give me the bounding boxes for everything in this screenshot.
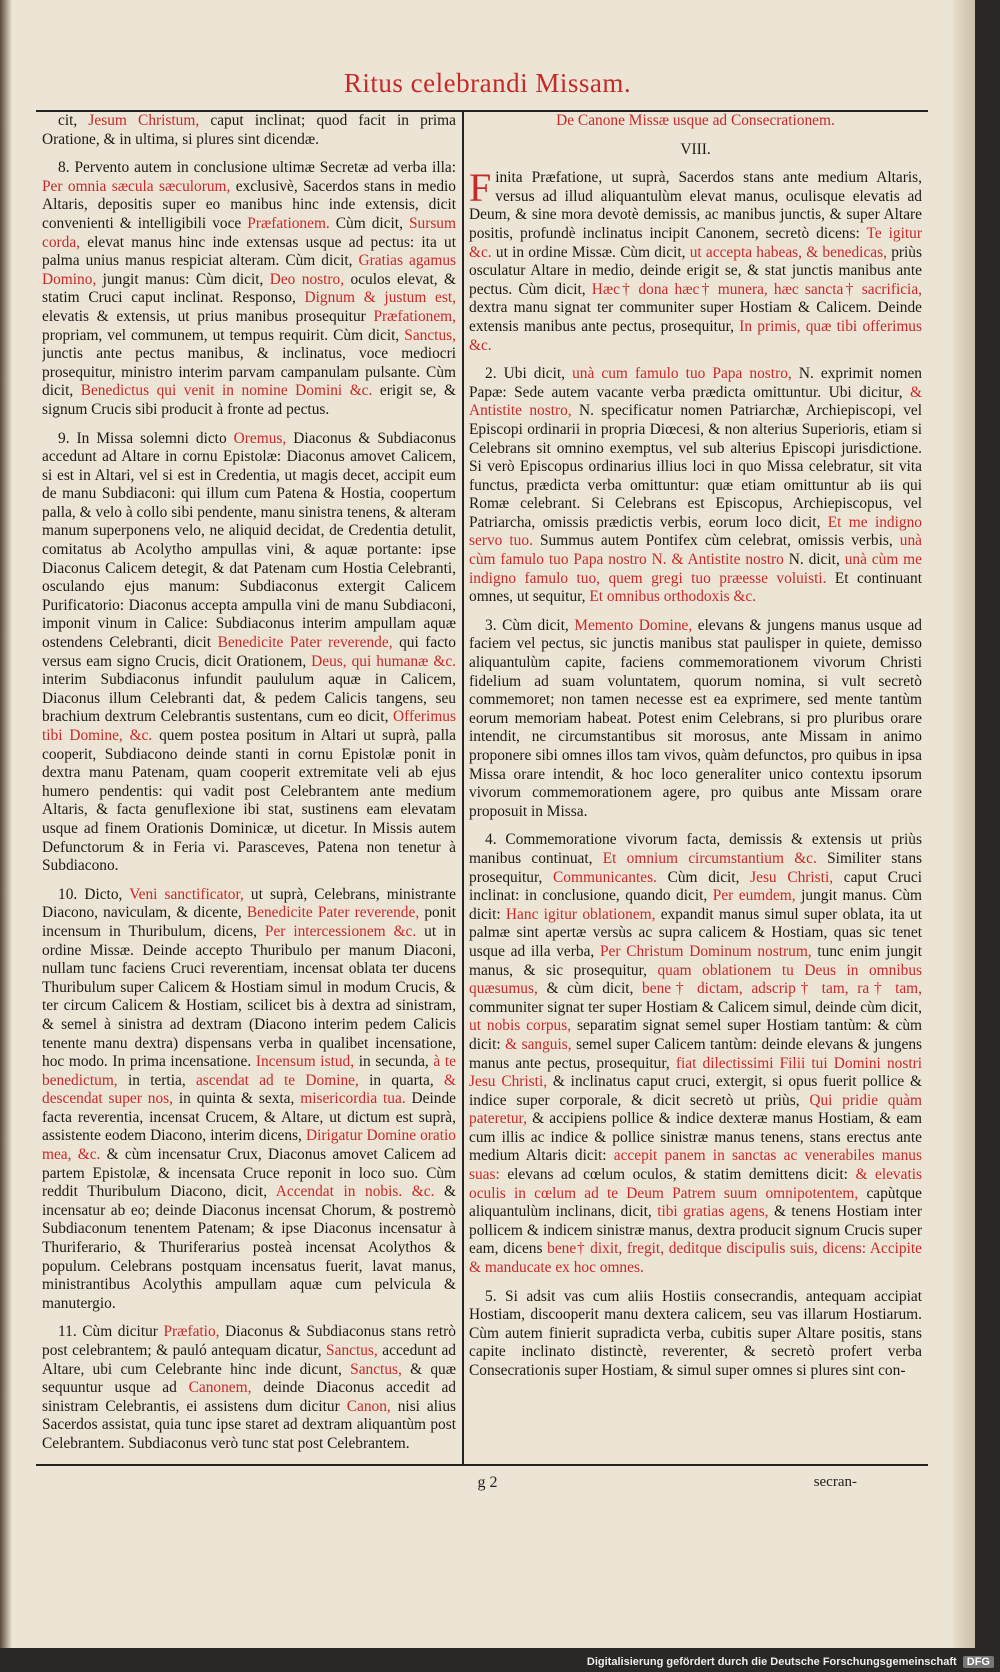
rubric-text: unà cum famulo tuo Papa nostro, xyxy=(572,365,792,383)
rubric-text: Incensum istud, xyxy=(255,1053,355,1071)
body-text: N. dicit, xyxy=(783,551,845,569)
rubric-text: Sanctus, xyxy=(404,326,456,344)
body-text: tunc enim jungit manus, & sic prosequitur, xyxy=(469,942,922,979)
footer-text: Digitalisierung gefördert durch die Deutsche Forschungsgemeinschaft xyxy=(586,1656,957,1668)
rubric-text: bene† dictam, adscrip† tam, ra† tam, xyxy=(642,980,922,998)
rubric-text: Deo nostro, xyxy=(269,270,345,288)
rubric-text: bene† dixit, fregit, deditque discipulis suis, dicens: Accipite & manducate ex hoc omnes. xyxy=(469,1240,922,1277)
rubric-text: & sanguis, xyxy=(505,1035,572,1053)
rubric-text: Præfatio, xyxy=(163,1323,220,1341)
rubric-text: Deus, qui humanæ &c. xyxy=(311,652,456,670)
body-text: & accipiens pollice & indice dexteræ manus Hostiam, & eam cum illis ac indice & pollice sinistræ manus tenens, stans erectus ante medium Altaris dicit: xyxy=(469,1110,922,1165)
right-column xyxy=(469,112,922,1462)
rubric-text: Gratias agamus Domino, xyxy=(42,252,456,288)
body-text: in tertia, xyxy=(117,1071,196,1089)
rubric-text: accepit panem in sanctas ac venerabiles manus suas: xyxy=(469,1147,922,1184)
body-text: expandit manus simul super oblata, ita ut palmæ sint apertæ versùs ac supra calicem & Hostiam, quas sic tenet usque ad illa verba, xyxy=(469,905,922,960)
body-text: 2. Ubi dicit, xyxy=(485,365,573,383)
paragraph xyxy=(469,617,922,822)
paragraph xyxy=(42,886,456,1314)
body-text: N. specificatur nomen Patriarchæ, Archiepiscopi, vel Episcopi ordinarii in propria Diœcesi, & non alterius Superioris, etiam si Celebrans sit omnino exemptus, vel sub alterius Episcopi jurisdictione. Si verò Episcopus ordinarius illius loci in quo Missa celebratur, sit vita functus, prædicta verba omittuntur: quæ etiam omittuntur ab iis qui Romæ celebrant. Si Celebrans est Episcopus, Archiepiscopus, vel Patriarcha, omissis prædictis verbis, eorum loco dicit, xyxy=(469,402,922,531)
bottom-rule xyxy=(36,1464,928,1466)
body-text: qui facto versus eam signo Crucis, dicit Orationem, xyxy=(42,634,456,670)
rubric-text: Oremus, xyxy=(233,429,287,447)
body-text: ponit incensum in Thuribulum, dicens, xyxy=(42,904,456,940)
rubric-text: Sanctus, xyxy=(350,1360,402,1378)
rubric-text: Sanctus, xyxy=(326,1342,378,1359)
rubric-text: Veni sanctificator, xyxy=(129,885,244,903)
body-text: Diaconus & Subdiaconus accedunt ad Altare in cornu Epistolæ: Diaconus amovet Calicem, si est in Altari, vel si est in Credentia, ut magis decet, accipit eum de manu Subdiaconi: qui illum cum Patena & Hostia, coopertum palla, & velo à collo sibi pendente, manu sinistra tenens, & alteram manum superponens velo, ne aliquid decidat, de Credentia detulit, comitatus ab Acolytho ampullas vini, & aquæ portante: ipse Diaconus Calicem detegit, & dat Patenam cum Hostia Celebranti, osculando ejus manum: Subdiaconus extergit Calicem Purificatorio: Diaconus accepta ampulla vini de manu Subdiaconi, imponit vinum in Calice: Subdiaconus interim ampullam aquæ ostendens Celebranti, dicit xyxy=(42,429,456,652)
body-text: in secunda, xyxy=(354,1053,434,1071)
body-text: & inclinatus caput cruci, extergit, si opus fuerit pollice & indice super corporale, & dicit secretò ut priùs, xyxy=(469,1073,922,1109)
signature-mark: g 2 xyxy=(477,1474,498,1491)
rubric-text: quam oblationem tu Deus in omnibus quæsumus, xyxy=(469,961,922,998)
body-text: N. exprimit nomen Papæ: Sede autem vacante verba prædicta omittuntur. Ubi dicitur, xyxy=(469,365,922,401)
body-text: 8. Pervento autem in conclusione ultimæ Secretæ ad verba illa: xyxy=(58,159,456,177)
body-text: elevans ad cœlum oculos, & statim demittens dicit: xyxy=(499,1166,856,1184)
body-text: caput Cruci inclinat: in conclusione, quando dicit, xyxy=(469,868,922,905)
rubric-text: unà cùm me indigno famulo tuo, quem gregi tuo præesse voluisti. xyxy=(469,551,922,587)
rubric-text: Sursum corda, xyxy=(42,214,456,251)
body-text: Similiter stans prosequitur, xyxy=(469,849,922,886)
rubric-text: Qui pridie quàm pateretur, xyxy=(469,1091,922,1128)
body-text: 5. Si adsit vas cum aliis Hostiis consecrandis, antequam accipiat Hostiam, discooperit manu dextera calicem, seu vas illarum Hostiarum. Cùm autem finierit supradicta verba, cubitis super Altare positis, stans capite inclinato distinctè, reverenter, & secretò profert verba Consecrationis super Hostiam, & simul super omnes si plures sint con- xyxy=(469,1287,922,1379)
rubric-text: ut nobis corpus, xyxy=(469,1017,572,1035)
body-text: 3. Cùm dicit, xyxy=(485,616,575,634)
section-number: VIII. xyxy=(680,140,711,158)
rubric-text: Benedicite Pater reverende, xyxy=(246,904,420,922)
rubric-text: à te benedictum, xyxy=(42,1053,456,1089)
page-binding-shadow xyxy=(0,0,12,1648)
drop-cap: F xyxy=(469,165,492,211)
rubric-text: Hanc igitur oblationem, xyxy=(505,905,656,923)
rubric-text: ascendat ad te Domine, xyxy=(195,1071,359,1089)
rubric-text: Accendat in nobis. &c. xyxy=(275,1183,435,1201)
rubric-text: & descendat super nos, xyxy=(42,1071,456,1108)
rubric-text: misericordia tua. xyxy=(300,1090,406,1108)
rubric-text: Per intercessionem &c. xyxy=(264,922,417,940)
body-text: ut suprà, Celebrans, ministrante Diacono, naviculam, & dicente, xyxy=(42,885,456,922)
body-text: nisi alius Sacerdos assistat, quia tunc ipse staret ad dextram aliquantùm post Celebrantem. Subdiaconus verò tunc stat post Celebrantem. xyxy=(42,1397,456,1452)
rubric-text: Communicantes. xyxy=(553,868,657,886)
rubric-text: Et omnibus orthodoxis &c. xyxy=(589,588,757,606)
page-edge xyxy=(953,0,975,1648)
body-text: interim Subdiaconus infundit paululum aquæ in Calicem, Diaconus illum Celebranti dat, & pedem Calicis tangens, seu brachium dextrum Celebrantis sustentans, cum eo dicit, xyxy=(42,671,456,726)
rubric-text: Jesum Christum, xyxy=(88,112,200,129)
rubric-text: Per eumdem, xyxy=(712,887,796,905)
body-text: ut in ordine Missæ. Cùm dicit, xyxy=(491,243,690,261)
rubric-text: Te igitur &c. xyxy=(469,224,922,261)
body-text: Deinde facta reverentia, incensat Crucem, & Altare, ut dictum est suprà, assistente eodem Diacono, interim dicens, xyxy=(42,1090,456,1145)
rubric-text: Benedictus qui venit in nomine Domini &c. xyxy=(80,382,373,400)
body-text: capùtque aliquantulùm inclinans, dicit, xyxy=(469,1184,922,1221)
body-text: ut in ordine Missæ. Deinde accepto Thuribulo per manum Diaconi, nullam tunc faciens Cruci reverentiam, incensat oblata ter ducens Thuribulum super Calicem & Hostiam simul in modum Crucis, & ter circum Calicem & Hostiam, scilicet bis à dextra ad sinistram, & semel à sinistra ad dextram (Diacono interim pedem Calicis tenente manu dextra) dispensans verba in qualibet incensatione, hoc modo. In prima incensatione. xyxy=(42,922,456,1071)
body-text: junctis ante pectus manibus, & inclinatus, voce mediocri prosequitur, ministro interim parvam campanulam pulsante. Cùm dicit, xyxy=(42,345,456,400)
body-text: caput inclinat; quod facit in prima Oratione, & in ultima, si plures sint dicendæ. xyxy=(42,112,456,148)
paragraph xyxy=(469,365,922,607)
body-text: 9. In Missa solemni dicto xyxy=(58,429,234,447)
body-text: 4. Commemoratione vivorum facta, demissis & extensis ut priùs manibus continuat, xyxy=(469,831,922,867)
body-text: & cùm incensatur Crux, Diaconus amovet Calicem ad partem Epistolæ, & incensata Cruce reponit in loco suo. Cùm reddit Thuribulum Diacono, dicit, xyxy=(42,1146,456,1201)
section-heading: De Canone Missæ usque ad Consecrationem. xyxy=(556,112,835,129)
body-text: in quarta, xyxy=(358,1071,444,1089)
body-text: 11. Cùm dicitur xyxy=(58,1323,164,1341)
paragraph xyxy=(469,165,922,355)
body-text: oculos elevat, & statim Cruci caput inclinat. Responso, xyxy=(42,270,456,307)
rubric-text: unà cùm famulo tuo Papa nostro N. & Antistite nostro xyxy=(469,532,922,569)
rubric-text: Dignum & justum est, xyxy=(304,289,456,307)
digitization-footer xyxy=(587,1656,994,1668)
left-column xyxy=(42,112,456,1462)
paragraph xyxy=(469,1288,922,1381)
body-text: 10. Dicto, xyxy=(58,885,130,903)
rubric-text: Jesu Christi, xyxy=(750,868,834,886)
rubric-text: ut accepta habeas, & benedicas, xyxy=(689,243,887,261)
body-text: in quinta & sexta, xyxy=(172,1090,301,1108)
body-text: jungit manus: Cùm dicit, xyxy=(96,270,270,288)
body-text: accedunt ad Altare, ubi cum Celebrante hinc inde dicunt, xyxy=(42,1342,456,1378)
rubric-text: Et omnium circumstantium &c. xyxy=(602,849,817,867)
rubric-text: Canonem, xyxy=(188,1379,252,1397)
page-title: Ritus celebrandi Missam. xyxy=(343,68,632,98)
rubric-text: & Antistite nostro, xyxy=(469,383,922,420)
body-text: Et continuant omnes, ut sequitur, xyxy=(469,569,922,606)
paragraph xyxy=(42,112,456,149)
rubric-text: tibi gratias agens, xyxy=(657,1203,769,1221)
dfg-logo: DFG xyxy=(963,1656,994,1668)
rubric-text: Dirigatur Domine oratio mea, &c. xyxy=(42,1127,456,1164)
rubric-text: Benedicite Pater reverende, xyxy=(217,634,393,652)
body-text: cit, xyxy=(58,112,89,129)
body-text: Cùm dicit, xyxy=(656,868,751,886)
rubric-text: Per Christum Dominum nostrum, xyxy=(599,942,812,960)
body-text: quem postea positum in Altari ut suprà, palla cooperit, Subdiacono deinde stanti in cornu Epistolæ ponit in dextra manu Patenam, quam cooperit extremitate veli ab ejus humero pendentis: qui vadit post Celebrantem ante medium Altaris, & facta genuflexione ibi stat, sustinens eam elevatam usque ad finem Orationis Dominicæ, ut dicetur. In Missis autem Defunctorum & in Feria vi. Parasceves, Patena non tenetur à Subdiacono. xyxy=(42,727,456,875)
body-text: inita Præfatione, ut suprà, Sacerdos stans ante medium Altaris, versus ad illud aliquantulùm elevat manus, oculisque elevatis ad Deum, & sine mora devotè demissis, ac manibus junctis, & super Altare positis, profundè inclinatus incipit Canonem, secretò dicens: xyxy=(469,169,922,242)
rubric-text: Hæc† dona hæc† munera, hæc sancta† sacrificia, xyxy=(591,280,922,298)
body-text: propriam, vel communem, ut tempus requirit. Cùm dicit, xyxy=(42,326,405,344)
rubric-text: fiat dilectissimi Filii tui Domini nostri Jesu Christi, xyxy=(469,1054,922,1091)
body-text: Diaconus & Subdiaconus stans retrò post celebrantem; & pauló antequam dicatur, xyxy=(42,1323,456,1359)
rubric-text: Præfationem, xyxy=(373,307,456,325)
rubric-text: & elevatis oculis in cœlum ad te Deum Patrem suum omnipotentem, xyxy=(469,1166,922,1202)
paragraph xyxy=(469,831,922,1277)
body-text: communiter signat ter super Hostiam & Calicem simul, deinde cùm dicit, xyxy=(469,998,922,1016)
body-text: & quæ sequuntur usque ad xyxy=(42,1360,456,1397)
body-text: Summus autem Pontifex cùm celebrat, omissis verbis, xyxy=(532,532,900,550)
body-text: exclusivè, Sacerdos stans in medio Altaris, depositis super eo manibus hinc inde extensis, dicit convenienti & intelligibili voce xyxy=(42,177,456,232)
paragraph xyxy=(42,1323,456,1453)
body-text: elevatis & extensis, ut prius manibus prosequitur xyxy=(42,307,374,325)
rubric-text: Memento Domine, xyxy=(574,616,693,634)
rubric-text: Per omnia sæcula sæculorum, xyxy=(42,177,231,195)
rubric-text: Canon, xyxy=(346,1397,391,1415)
body-text: & tenens Hostiam inter pollicem & indicem sinistræ manus, dextra producit signum Crucis super eam, dicens xyxy=(469,1203,922,1258)
body-text: jungit manus. Cùm dicit: xyxy=(469,887,922,923)
body-text: elevat manus hinc inde extensas usque ad pectus: ita ut palma unius manus respiciat alteram. Cùm dicit, xyxy=(42,233,456,270)
body-text: elevans & jungens manus usque ad faciem vel pectus, sic junctis manibus stat paulisper in quiete, demisso aliquantulùm capite, faciens commemorationem vivorum Christi fidelium ad suam voluntatem, quorum nomina, si vult secretò commemoret; non tamen necesse est ea exprimere, sed mente tantùm eorum memoriam habeat. Potest enim Celebrans, si pro pluribus orare intendit, ne circumstantibus sit morosus, ante Missam in animo proponere sibi omnes illos tam vivos, quàm defunctos, pro quibus in ipsa Missa orare intendit, & hoc loco generaliter unico contextu ipsorum vivorum commemorationem agere, pro quibus ante Missam orare proposuit in Missa. xyxy=(469,616,922,820)
body-text: dextra manu signat ter communiter super Hostiam & Calicem. Deinde extensis manibus ante pectus, prosequitur, xyxy=(469,299,922,335)
body-text: separatim signat semel super Hostiam tantùm: & cùm dicit: xyxy=(469,1017,922,1053)
rubric-text: Præfationem. xyxy=(247,214,330,232)
body-text: Cùm dicit, xyxy=(329,214,409,232)
rubric-text: In primis, quæ tibi offerimus &c. xyxy=(469,317,922,354)
body-text: & cùm dicit, xyxy=(537,980,643,998)
body-text: deinde Diaconus accedit ad sinistram Celebrantis, ei assistens dum dicitur xyxy=(42,1379,456,1415)
rubric-text: Offerimus tibi Domine, &c. xyxy=(42,708,456,744)
paragraph xyxy=(42,159,456,419)
body-text: & incensatur ab eo; deinde Diaconus incensat Chorum, & postremò Subdiaconum tenentem Patenam; & ipse Diaconus incensatur à Thuriferario, & Thuriferarius posteà incensat Acolythos & populum. Celebrans postquam incensatus fuerit, lavat manus, ministrantibus Acolythis ampullam aquæ cum pelvicula & manutergio. xyxy=(42,1183,456,1312)
body-text: priùs osculatur Altare in medio, deinde erigit se, & stat junctis manibus ante pectus. Cùm dicit, xyxy=(469,243,922,298)
column-divider xyxy=(462,110,464,1464)
paragraph xyxy=(42,430,456,876)
body-text: erigit se, & signum Crucis sibi producit à fronte ad pectus. xyxy=(42,382,456,418)
catchword: secran- xyxy=(813,1474,857,1490)
rubric-text: Et me indigno servo tuo. xyxy=(469,513,922,550)
right-column-text xyxy=(469,165,922,1380)
left-column-text xyxy=(42,112,456,1454)
body-text: semel super Calicem tantùm: deinde elevans & jungens manus ante pectus, prosequitur, xyxy=(469,1035,922,1072)
